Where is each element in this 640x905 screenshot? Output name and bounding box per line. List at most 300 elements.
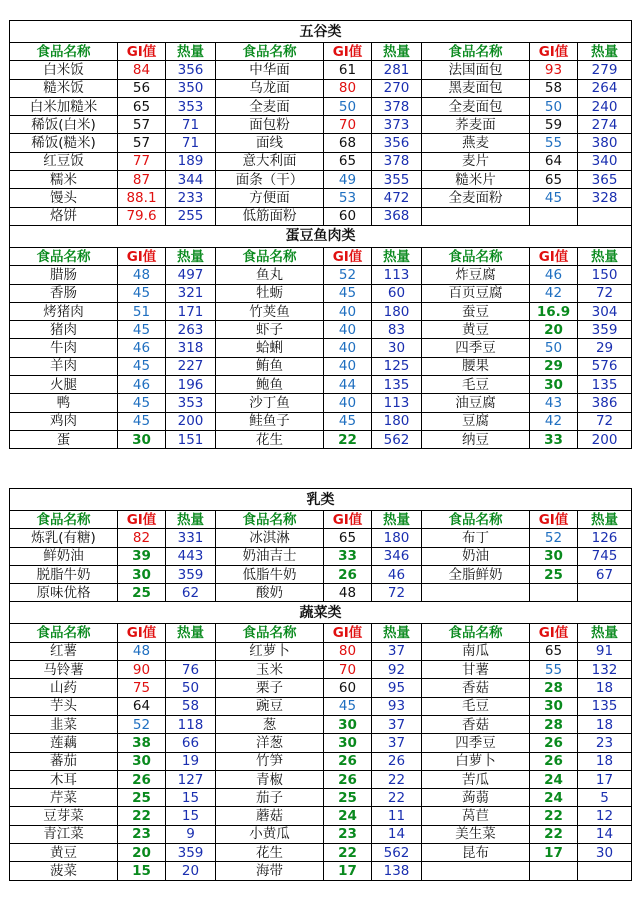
- calorie-cell: 127: [166, 770, 216, 788]
- header-calories: 热量: [578, 247, 632, 265]
- food-name-cell: 昆布: [422, 844, 530, 862]
- header-food-name: 食品名称: [216, 624, 324, 642]
- gi-value-cell: 43: [530, 394, 578, 412]
- calorie-cell: 66: [166, 734, 216, 752]
- calorie-cell: 72: [578, 412, 632, 430]
- header-calories: 热量: [578, 511, 632, 529]
- gi-value-cell: 59: [530, 116, 578, 134]
- gi-value-cell: 22: [118, 807, 166, 825]
- calorie-cell: 180: [372, 302, 422, 320]
- gi-table-top: [9, 20, 632, 449]
- calorie-cell: 118: [166, 715, 216, 733]
- food-name-cell: 乌龙面: [216, 79, 324, 97]
- calorie-cell: 353: [166, 97, 216, 115]
- gi-value-cell: 70: [324, 116, 372, 134]
- gi-value-cell: [530, 862, 578, 880]
- calorie-cell: 91: [578, 642, 632, 660]
- gi-value-cell: 42: [530, 284, 578, 302]
- food-name-cell: 法国面包: [422, 61, 530, 79]
- header-gi-value: GI值: [118, 624, 166, 642]
- calorie-cell: 263: [166, 321, 216, 339]
- header-calories: 热量: [372, 43, 422, 61]
- gi-value-cell: 48: [118, 266, 166, 284]
- food-name-cell: 全麦面粉: [422, 189, 530, 207]
- food-name-cell: 烙饼: [10, 207, 118, 225]
- header-gi-value: GI值: [530, 43, 578, 61]
- food-name-cell: 花生: [216, 430, 324, 448]
- table-row: [10, 715, 632, 733]
- gi-value-cell: 45: [324, 284, 372, 302]
- table-row: [10, 825, 632, 843]
- section-title: 蛋豆鱼肉类: [10, 225, 632, 247]
- table-row: [10, 565, 632, 583]
- header-food-name: 食品名称: [10, 247, 118, 265]
- gi-value-cell: 65: [530, 171, 578, 189]
- gi-value-cell: 64: [118, 697, 166, 715]
- header-food-name: 食品名称: [216, 43, 324, 61]
- food-name-cell: 燕麦: [422, 134, 530, 152]
- table-row: [10, 394, 632, 412]
- calorie-cell: 340: [578, 152, 632, 170]
- calorie-cell: 17: [578, 770, 632, 788]
- calorie-cell: 71: [166, 116, 216, 134]
- calorie-cell: [166, 642, 216, 660]
- table-row: [10, 116, 632, 134]
- calorie-cell: 72: [578, 284, 632, 302]
- gi-value-cell: 30: [118, 565, 166, 583]
- gi-value-cell: 29: [530, 357, 578, 375]
- calorie-cell: [578, 862, 632, 880]
- gi-value-cell: 40: [324, 394, 372, 412]
- gi-value-cell: 17: [530, 844, 578, 862]
- food-name-cell: 稀饭(糙米): [10, 134, 118, 152]
- gi-value-cell: 45: [530, 189, 578, 207]
- gi-value-cell: 30: [324, 715, 372, 733]
- calorie-cell: 443: [166, 547, 216, 565]
- food-name-cell: 鲍鱼: [216, 376, 324, 394]
- header-calories: 热量: [166, 511, 216, 529]
- header-food-name: 食品名称: [10, 43, 118, 61]
- gi-value-cell: 22: [324, 844, 372, 862]
- gi-value-cell: 24: [324, 807, 372, 825]
- food-name-cell: 芋头: [10, 697, 118, 715]
- gi-value-cell: 65: [530, 642, 578, 660]
- food-name-cell: 糙米饭: [10, 79, 118, 97]
- food-name-cell: 青椒: [216, 770, 324, 788]
- table-row: [10, 302, 632, 320]
- section-title: 五谷类: [10, 21, 632, 43]
- section-title-row: [10, 602, 632, 624]
- table-row: [10, 284, 632, 302]
- header-gi-value: GI值: [324, 247, 372, 265]
- gi-value-cell: [530, 584, 578, 602]
- calorie-cell: 125: [372, 357, 422, 375]
- food-name-cell: 牛肉: [10, 339, 118, 357]
- food-name-cell: 鸡肉: [10, 412, 118, 430]
- section-title-row: [10, 225, 632, 247]
- gi-value-cell: 57: [118, 134, 166, 152]
- food-name-cell: 羊肉: [10, 357, 118, 375]
- calorie-cell: 359: [166, 565, 216, 583]
- calorie-cell: 23: [578, 734, 632, 752]
- food-name-cell: 山药: [10, 679, 118, 697]
- food-name-cell: 黄豆: [10, 844, 118, 862]
- gi-value-cell: 22: [530, 825, 578, 843]
- calorie-cell: 95: [372, 679, 422, 697]
- calorie-cell: [578, 584, 632, 602]
- gi-value-cell: 40: [324, 302, 372, 320]
- food-name-cell: 糙米片: [422, 171, 530, 189]
- calorie-cell: 745: [578, 547, 632, 565]
- calorie-cell: 281: [372, 61, 422, 79]
- header-food-name: 食品名称: [10, 511, 118, 529]
- calorie-cell: 380: [578, 134, 632, 152]
- gi-value-cell: 84: [118, 61, 166, 79]
- header-gi-value: GI值: [324, 43, 372, 61]
- food-name-cell: 蕃茄: [10, 752, 118, 770]
- gi-value-cell: 30: [530, 376, 578, 394]
- gi-value-cell: 22: [324, 430, 372, 448]
- calorie-cell: 279: [578, 61, 632, 79]
- table-row: [10, 412, 632, 430]
- header-gi-value: GI值: [530, 624, 578, 642]
- table-row: [10, 207, 632, 225]
- food-name-cell: 油豆腐: [422, 394, 530, 412]
- table-row: [10, 770, 632, 788]
- food-name-cell: 蚕豆: [422, 302, 530, 320]
- table-row: [10, 97, 632, 115]
- gi-value-cell: 65: [324, 152, 372, 170]
- food-name-cell: 香菇: [422, 679, 530, 697]
- header-calories: 热量: [372, 511, 422, 529]
- header-food-name: 食品名称: [422, 511, 530, 529]
- gi-value-cell: 17: [324, 862, 372, 880]
- calorie-cell: 93: [372, 697, 422, 715]
- gi-value-cell: 23: [324, 825, 372, 843]
- calorie-cell: 135: [578, 697, 632, 715]
- header-gi-value: GI值: [530, 511, 578, 529]
- food-name-cell: 全脂鲜奶: [422, 565, 530, 583]
- food-name-cell: 鲑鱼子: [216, 412, 324, 430]
- calorie-cell: 138: [372, 862, 422, 880]
- table-row: [10, 661, 632, 679]
- gi-value-cell: 61: [324, 61, 372, 79]
- calorie-cell: 200: [578, 430, 632, 448]
- calorie-cell: 14: [578, 825, 632, 843]
- gi-value-cell: 82: [118, 529, 166, 547]
- calorie-cell: 346: [372, 547, 422, 565]
- food-name-cell: 花生: [216, 844, 324, 862]
- food-name-cell: 炸豆腐: [422, 266, 530, 284]
- table-row: [10, 789, 632, 807]
- calorie-cell: 18: [578, 752, 632, 770]
- food-name-cell: [422, 207, 530, 225]
- column-header-row: [10, 247, 632, 265]
- calorie-cell: 30: [372, 339, 422, 357]
- calorie-cell: 150: [578, 266, 632, 284]
- header-gi-value: GI值: [118, 511, 166, 529]
- calorie-cell: 71: [166, 134, 216, 152]
- food-name-cell: 低脂牛奶: [216, 565, 324, 583]
- gi-value-cell: 45: [324, 412, 372, 430]
- food-name-cell: 酸奶: [216, 584, 324, 602]
- header-calories: 热量: [166, 247, 216, 265]
- table-row: [10, 734, 632, 752]
- table-row: [10, 584, 632, 602]
- food-name-cell: 白米饭: [10, 61, 118, 79]
- calorie-cell: 264: [578, 79, 632, 97]
- gi-value-cell: 24: [530, 770, 578, 788]
- food-name-cell: 蛋: [10, 430, 118, 448]
- calorie-cell: 22: [372, 770, 422, 788]
- calorie-cell: 14: [372, 825, 422, 843]
- calorie-cell: 37: [372, 715, 422, 733]
- table-row: [10, 697, 632, 715]
- food-name-cell: 意大利面: [216, 152, 324, 170]
- gi-value-cell: 50: [324, 97, 372, 115]
- gi-value-cell: 79.6: [118, 207, 166, 225]
- header-food-name: 食品名称: [422, 247, 530, 265]
- gi-table-bottom: [9, 488, 632, 881]
- food-name-cell: 鸭: [10, 394, 118, 412]
- food-name-cell: 面条（干）: [216, 171, 324, 189]
- food-name-cell: 麦片: [422, 152, 530, 170]
- food-name-cell: 美生菜: [422, 825, 530, 843]
- calorie-cell: 151: [166, 430, 216, 448]
- food-name-cell: 布丁: [422, 529, 530, 547]
- food-name-cell: 甘薯: [422, 661, 530, 679]
- gi-value-cell: 45: [324, 697, 372, 715]
- food-name-cell: 苦瓜: [422, 770, 530, 788]
- food-name-cell: 牡蛎: [216, 284, 324, 302]
- calorie-cell: 373: [372, 116, 422, 134]
- gi-value-cell: 80: [324, 79, 372, 97]
- header-calories: 热量: [578, 624, 632, 642]
- calorie-cell: 11: [372, 807, 422, 825]
- calorie-cell: 353: [166, 394, 216, 412]
- gi-value-cell: 90: [118, 661, 166, 679]
- table-row: [10, 189, 632, 207]
- calorie-cell: 135: [578, 376, 632, 394]
- table-row: [10, 807, 632, 825]
- food-name-cell: 方便面: [216, 189, 324, 207]
- calorie-cell: 386: [578, 394, 632, 412]
- table-row: [10, 376, 632, 394]
- gi-value-cell: 48: [118, 642, 166, 660]
- calorie-cell: 240: [578, 97, 632, 115]
- gi-value-cell: 51: [118, 302, 166, 320]
- gi-value-cell: 45: [118, 284, 166, 302]
- calorie-cell: 321: [166, 284, 216, 302]
- food-name-cell: 百页豆腐: [422, 284, 530, 302]
- food-name-cell: 南瓜: [422, 642, 530, 660]
- food-name-cell: 茄子: [216, 789, 324, 807]
- header-gi-value: GI值: [118, 247, 166, 265]
- food-name-cell: 面线: [216, 134, 324, 152]
- gi-value-cell: 26: [530, 734, 578, 752]
- calorie-cell: 274: [578, 116, 632, 134]
- calorie-cell: 15: [166, 807, 216, 825]
- calorie-cell: 227: [166, 357, 216, 375]
- calorie-cell: 233: [166, 189, 216, 207]
- calorie-cell: 92: [372, 661, 422, 679]
- calorie-cell: 356: [372, 134, 422, 152]
- gi-value-cell: 44: [324, 376, 372, 394]
- calorie-cell: 72: [372, 584, 422, 602]
- calorie-cell: 22: [372, 789, 422, 807]
- food-name-cell: 奶油: [422, 547, 530, 565]
- food-name-cell: 芹菜: [10, 789, 118, 807]
- header-food-name: 食品名称: [10, 624, 118, 642]
- gi-value-cell: 93: [530, 61, 578, 79]
- calorie-cell: 355: [372, 171, 422, 189]
- calorie-cell: 200: [166, 412, 216, 430]
- food-name-cell: 蛤蜊: [216, 339, 324, 357]
- column-header-row: [10, 624, 632, 642]
- food-name-cell: 红薯: [10, 642, 118, 660]
- gi-value-cell: 50: [530, 97, 578, 115]
- table-row: [10, 61, 632, 79]
- gi-value-cell: 53: [324, 189, 372, 207]
- header-gi-value: GI值: [530, 247, 578, 265]
- calorie-cell: 9: [166, 825, 216, 843]
- calorie-cell: 62: [166, 584, 216, 602]
- calorie-cell: 344: [166, 171, 216, 189]
- gi-value-cell: 46: [530, 266, 578, 284]
- calorie-cell: 46: [372, 565, 422, 583]
- calorie-cell: 304: [578, 302, 632, 320]
- table-row: [10, 679, 632, 697]
- table-row: [10, 266, 632, 284]
- calorie-cell: 356: [166, 61, 216, 79]
- gi-value-cell: 26: [118, 770, 166, 788]
- food-name-cell: 猪肉: [10, 321, 118, 339]
- food-name-cell: 黄豆: [422, 321, 530, 339]
- food-name-cell: 蘑菇: [216, 807, 324, 825]
- calorie-cell: 350: [166, 79, 216, 97]
- calorie-cell: 562: [372, 430, 422, 448]
- gi-value-cell: 33: [530, 430, 578, 448]
- gi-value-cell: 45: [118, 412, 166, 430]
- gi-value-cell: 60: [324, 207, 372, 225]
- gi-value-cell: 45: [118, 357, 166, 375]
- calorie-cell: 26: [372, 752, 422, 770]
- table-row: [10, 357, 632, 375]
- food-name-cell: 菠菜: [10, 862, 118, 880]
- section-title: 蔬菜类: [10, 602, 632, 624]
- gi-value-cell: 38: [118, 734, 166, 752]
- header-food-name: 食品名称: [422, 43, 530, 61]
- calorie-cell: 365: [578, 171, 632, 189]
- food-name-cell: [422, 862, 530, 880]
- food-name-cell: 腰果: [422, 357, 530, 375]
- gi-value-cell: 15: [118, 862, 166, 880]
- gi-value-cell: 65: [118, 97, 166, 115]
- food-name-cell: 葱: [216, 715, 324, 733]
- header-gi-value: GI值: [118, 43, 166, 61]
- calorie-cell: 255: [166, 207, 216, 225]
- food-name-cell: 纳豆: [422, 430, 530, 448]
- table-row: [10, 79, 632, 97]
- gi-value-cell: 46: [118, 339, 166, 357]
- gi-value-cell: 88.1: [118, 189, 166, 207]
- calorie-cell: 132: [578, 661, 632, 679]
- header-calories: 热量: [372, 247, 422, 265]
- gi-value-cell: 40: [324, 357, 372, 375]
- calorie-cell: 15: [166, 789, 216, 807]
- gi-value-cell: 28: [530, 715, 578, 733]
- gi-value-cell: 20: [118, 844, 166, 862]
- food-name-cell: 原味优格: [10, 584, 118, 602]
- gi-value-cell: 30: [530, 697, 578, 715]
- gi-value-cell: 52: [530, 529, 578, 547]
- calorie-cell: 18: [578, 679, 632, 697]
- food-name-cell: 冰淇淋: [216, 529, 324, 547]
- calorie-cell: 29: [578, 339, 632, 357]
- calorie-cell: 359: [166, 844, 216, 862]
- column-header-row: [10, 43, 632, 61]
- gi-value-cell: 87: [118, 171, 166, 189]
- gi-value-cell: 25: [324, 789, 372, 807]
- food-name-cell: 脱脂牛奶: [10, 565, 118, 583]
- calorie-cell: 270: [372, 79, 422, 97]
- table-row: [10, 339, 632, 357]
- header-calories: 热量: [372, 624, 422, 642]
- gi-value-cell: 26: [324, 770, 372, 788]
- food-name-cell: 全麦面包: [422, 97, 530, 115]
- calorie-cell: 378: [372, 152, 422, 170]
- table-row: [10, 642, 632, 660]
- food-name-cell: 烤猪肉: [10, 302, 118, 320]
- gi-value-cell: 39: [118, 547, 166, 565]
- gi-value-cell: 45: [118, 394, 166, 412]
- table-row: [10, 529, 632, 547]
- gi-value-cell: 55: [530, 134, 578, 152]
- calorie-cell: 189: [166, 152, 216, 170]
- calorie-cell: 60: [372, 284, 422, 302]
- table-row: [10, 152, 632, 170]
- calorie-cell: 378: [372, 97, 422, 115]
- table-row: [10, 321, 632, 339]
- gi-value-cell: 30: [118, 430, 166, 448]
- food-name-cell: 豆芽菜: [10, 807, 118, 825]
- gi-value-cell: 64: [530, 152, 578, 170]
- gi-value-cell: 40: [324, 321, 372, 339]
- food-name-cell: 毛豆: [422, 376, 530, 394]
- food-name-cell: 鱼丸: [216, 266, 324, 284]
- gi-value-cell: 57: [118, 116, 166, 134]
- gi-value-cell: 16.9: [530, 302, 578, 320]
- gi-value-cell: 25: [118, 584, 166, 602]
- food-name-cell: 小黄瓜: [216, 825, 324, 843]
- food-name-cell: 低筋面粉: [216, 207, 324, 225]
- calorie-cell: [578, 207, 632, 225]
- food-name-cell: 豌豆: [216, 697, 324, 715]
- table-row: [10, 844, 632, 862]
- calorie-cell: 359: [578, 321, 632, 339]
- calorie-cell: 135: [372, 376, 422, 394]
- food-name-cell: 中华面: [216, 61, 324, 79]
- food-name-cell: 白米加糙米: [10, 97, 118, 115]
- calorie-cell: 328: [578, 189, 632, 207]
- gi-value-cell: 22: [530, 807, 578, 825]
- table-row: [10, 430, 632, 448]
- food-name-cell: 洋葱: [216, 734, 324, 752]
- gi-value-cell: 65: [324, 529, 372, 547]
- gi-value-cell: 77: [118, 152, 166, 170]
- calorie-cell: 113: [372, 394, 422, 412]
- section-title-row: [10, 489, 632, 511]
